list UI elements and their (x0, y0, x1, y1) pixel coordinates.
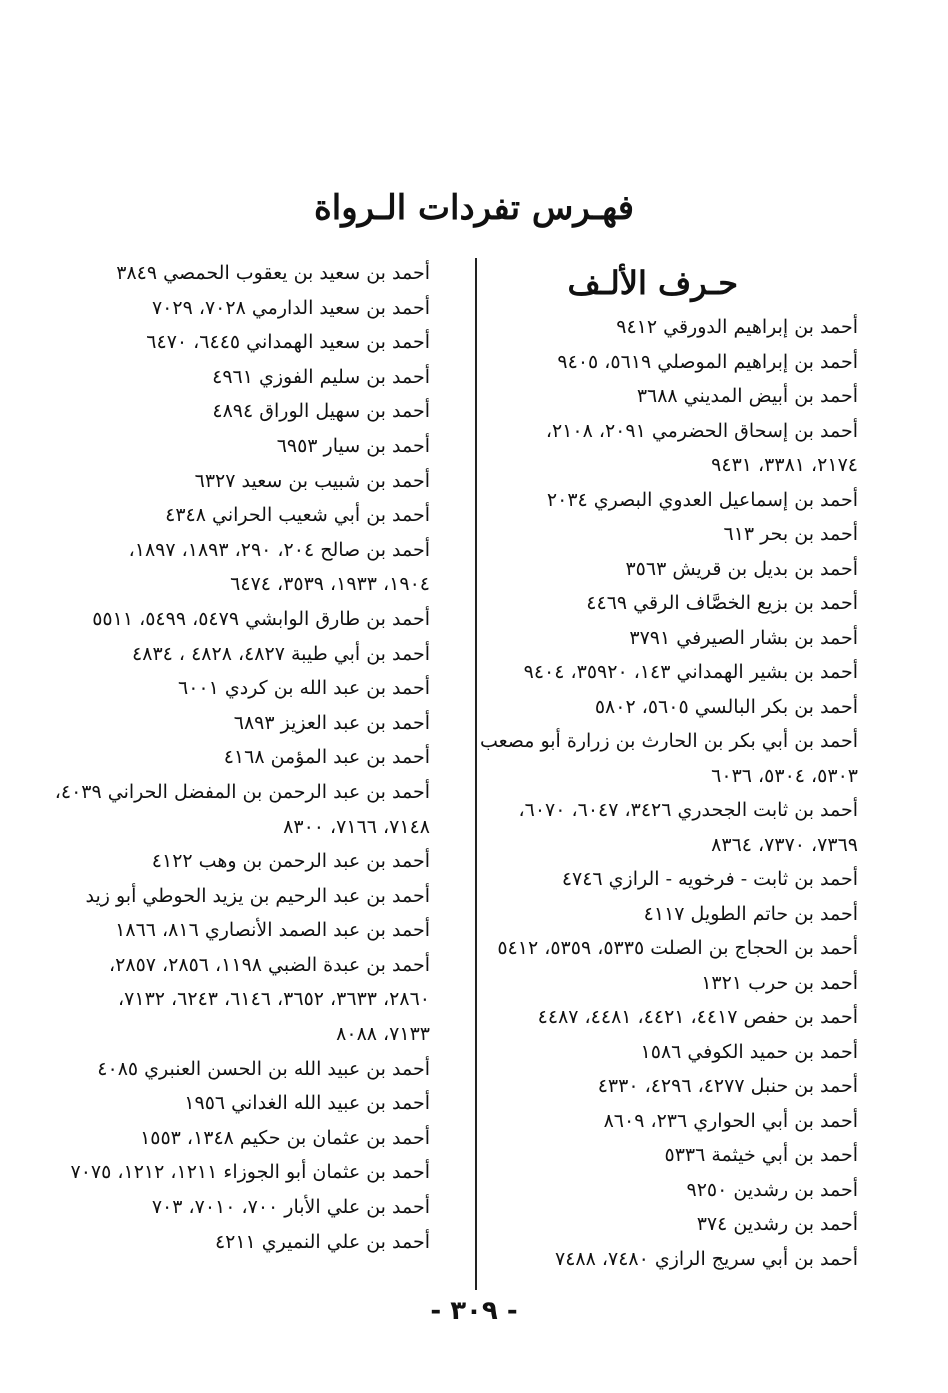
index-entry: أحمد بن حميد الكوفي ١٥٨٦ (640, 1040, 858, 1063)
index-entry: أحمد بن أبي بكر بن الحارث بن زرارة أبو مصعب (479, 730, 858, 752)
index-entry: أحمد بن أبي شعيب الحراني ٤٣٤٨ (165, 504, 430, 527)
index-entry: أحمد بن أبي الحواري ٢٣٦، ٨٦٠٩ (603, 1109, 858, 1132)
index-entry: أحمد بن حفص ٤٤١٧، ٤٤٢١، ٤٤٨١، ٤٤٨٧ (537, 1006, 858, 1028)
index-entry: أحمد بن صالح ٢٠٤، ٢٩٠، ١٨٩٣، ١٨٩٧، (128, 538, 430, 561)
index-entry: ٢٨٦٠، ٣٦٣٣، ٣٦٥٢، ٦١٤٦، ٦٢٤٣، ٧١٣٢، (118, 988, 430, 1011)
index-entry: أحمد بن عبد الرحمن بن وهب ٤١٢٢ (151, 850, 430, 873)
index-entry: أحمد بن أبيض المديني ٣٦٨٨ (636, 385, 858, 407)
page-number: - ٣٠٩ - (430, 1296, 518, 1326)
index-entry: أحمد بن حنبل ٤٢٧٧، ٤٢٩٦، ٤٣٣٠ (597, 1075, 858, 1097)
index-entry: أحمد بن بديل بن قريش ٣٥٦٣ (625, 557, 858, 580)
index-entry: أحمد بن عثمان أبو الجوزاء ١٢١١، ١٢١٢، ٧٠٧٥ (70, 1161, 430, 1184)
index-entry: أحمد بن عبد الرحيم بن يزيد الحوطي أبو زيد (85, 884, 430, 907)
index-entry: ١٩٠٤، ١٩٣٣، ٣٥٣٩، ٦٤٧٤ (230, 573, 430, 596)
index-entry: أحمد بن رشدين ٣٧٤ (696, 1213, 858, 1235)
index-entry: أحمد بن سيار ٦٩٥٣ (276, 434, 430, 457)
index-entry: أحمد بن بكر البالسي ٥٦٠٥، ٥٨٠٢ (594, 695, 858, 718)
right-column (458, 258, 858, 1276)
index-entry: أحمد بن أبي خيثمة ٥٣٣٦ (664, 1144, 858, 1166)
section-heading: حـرف الألـف (567, 264, 738, 302)
index-entry: أحمد بن علي النميري ٤٢١١ (214, 1230, 430, 1253)
index-entry: ٧١٣٣، ٨٠٨٨ (336, 1023, 430, 1046)
index-entry: أحمد بن عبد الله بن كردي ٦٠٠١ (178, 677, 430, 700)
index-entry: أحمد بن بزيع الخصَّاف الرقي ٤٤٦٩ (586, 592, 858, 614)
index-entry: أحمد بن بشار الصيرفي ٣٧٩١ (629, 626, 858, 649)
left-entry-list (54, 256, 430, 1259)
index-entry: ٧١٤٨، ٧١٦٦، ٨٣٠٠ (283, 815, 430, 838)
index-entry: أحمد بن أبي سريج الرازي ٧٤٨٠، ٧٤٨٨ (555, 1247, 858, 1270)
index-entry: أحمد بن أبي طيبة ٤٨٢٧، ٤٨٢٨ ، ٤٨٣٤ (132, 642, 430, 665)
index-entry: أحمد بن طارق الوابشي ٥٤٧٩، ٥٤٩٩، ٥٥١١ (92, 607, 430, 630)
index-entry: أحمد بن حرب ١٣٢١ (701, 971, 858, 994)
index-entry: أحمد بن رشدين ٩٢٥٠ (686, 1178, 858, 1201)
page-title: فهـرس تفردات الـرواة (313, 188, 635, 228)
index-entry: ٢١٧٤، ٣٣٨١، ٩٤٣١ (711, 454, 858, 476)
left-column (54, 258, 430, 1259)
index-entry: أحمد بن عثمان بن حكيم ١٣٤٨، ١٥٥٣ (140, 1126, 430, 1149)
index-entry: أحمد بن إبراهيم الدورقي ٩٤١٢ (616, 316, 858, 338)
index-entry: أحمد بن ثابت الجحدري ٣٤٢٦، ٦٠٤٧، ٦٠٧٠، (518, 799, 858, 821)
index-entry: أحمد بن إسحاق الحضرمي ٢٠٩١، ٢١٠٨، (545, 419, 858, 442)
index-entry: أحمد بن شبيب بن سعيد ٦٣٢٧ (194, 469, 430, 492)
index-entry: أحمد بن عبد العزيز ٦٨٩٣ (233, 711, 430, 734)
index-entry: أحمد بن عبيد الله بن الحسن العنبري ٤٠٨٥ (97, 1057, 430, 1080)
index-entry: ٥٣٠٣، ٥٣٠٤، ٦٠٣٦ (711, 764, 858, 787)
index-entry: أحمد بن سعيد بن يعقوب الحمصي ٣٨٤٩ (116, 262, 430, 284)
index-entry: أحمد بن الحجاج بن الصلت ٥٣٣٥، ٥٣٥٩، ٥٤١٢ (497, 937, 858, 959)
index-entry: أحمد بن بشير الهمداني ١٤٣، ٣٥٩٢٠، ٩٤٠٤ (523, 661, 858, 683)
index-entry: أحمد بن عبد المؤمن ٤١٦٨ (223, 746, 430, 769)
index-entry: أحمد بن إبراهيم الموصلي ٥٦١٩، ٩٤٠٥ (557, 350, 858, 373)
index-entry: أحمد بن عبد الرحمن بن المفضل الحراني ٤٠٣٩، (54, 780, 430, 803)
index-entry: أحمد بن ثابت - فرخويه - الرازي ٤٧٤٦ (561, 868, 858, 890)
index-entry: أحمد بن عبدة الضبي ١١٩٨، ٢٨٥٦، ٢٨٥٧، (109, 953, 430, 976)
right-entry-list (458, 310, 858, 1276)
index-entry: ٧٣٦٩، ٧٣٧٠، ٨٣٦٤ (711, 833, 858, 856)
index-entry: أحمد بن سهيل الوراق ٤٨٩٤ (212, 400, 430, 423)
index-entry: أحمد بن حاتم الطويل ٤١١٧ (643, 902, 858, 925)
index-entry: أحمد بن سليم الفوزي ٤٩٦١ (212, 365, 430, 388)
index-entry: أحمد بن علي الأبار ٧٠٠، ٧٠١٠، ٧٠٣ (151, 1196, 430, 1219)
index-entry: أحمد بن إسماعيل العدوي البصري ٢٠٣٤ (546, 488, 858, 511)
index-entry: أحمد بن بحر ٦١٣ (723, 523, 858, 545)
index-entry: أحمد بن عبيد الله الغداني ١٩٥٦ (184, 1092, 430, 1115)
index-entry: أحمد بن سعيد الدارمي ٧٠٢٨، ٧٠٢٩ (151, 296, 430, 319)
index-entry: أحمد بن سعيد الهمداني ٦٤٤٥، ٦٤٧٠ (146, 331, 430, 354)
index-entry: أحمد بن عبد الصمد الأنصاري ٨١٦، ١٨٦٦ (115, 919, 430, 942)
